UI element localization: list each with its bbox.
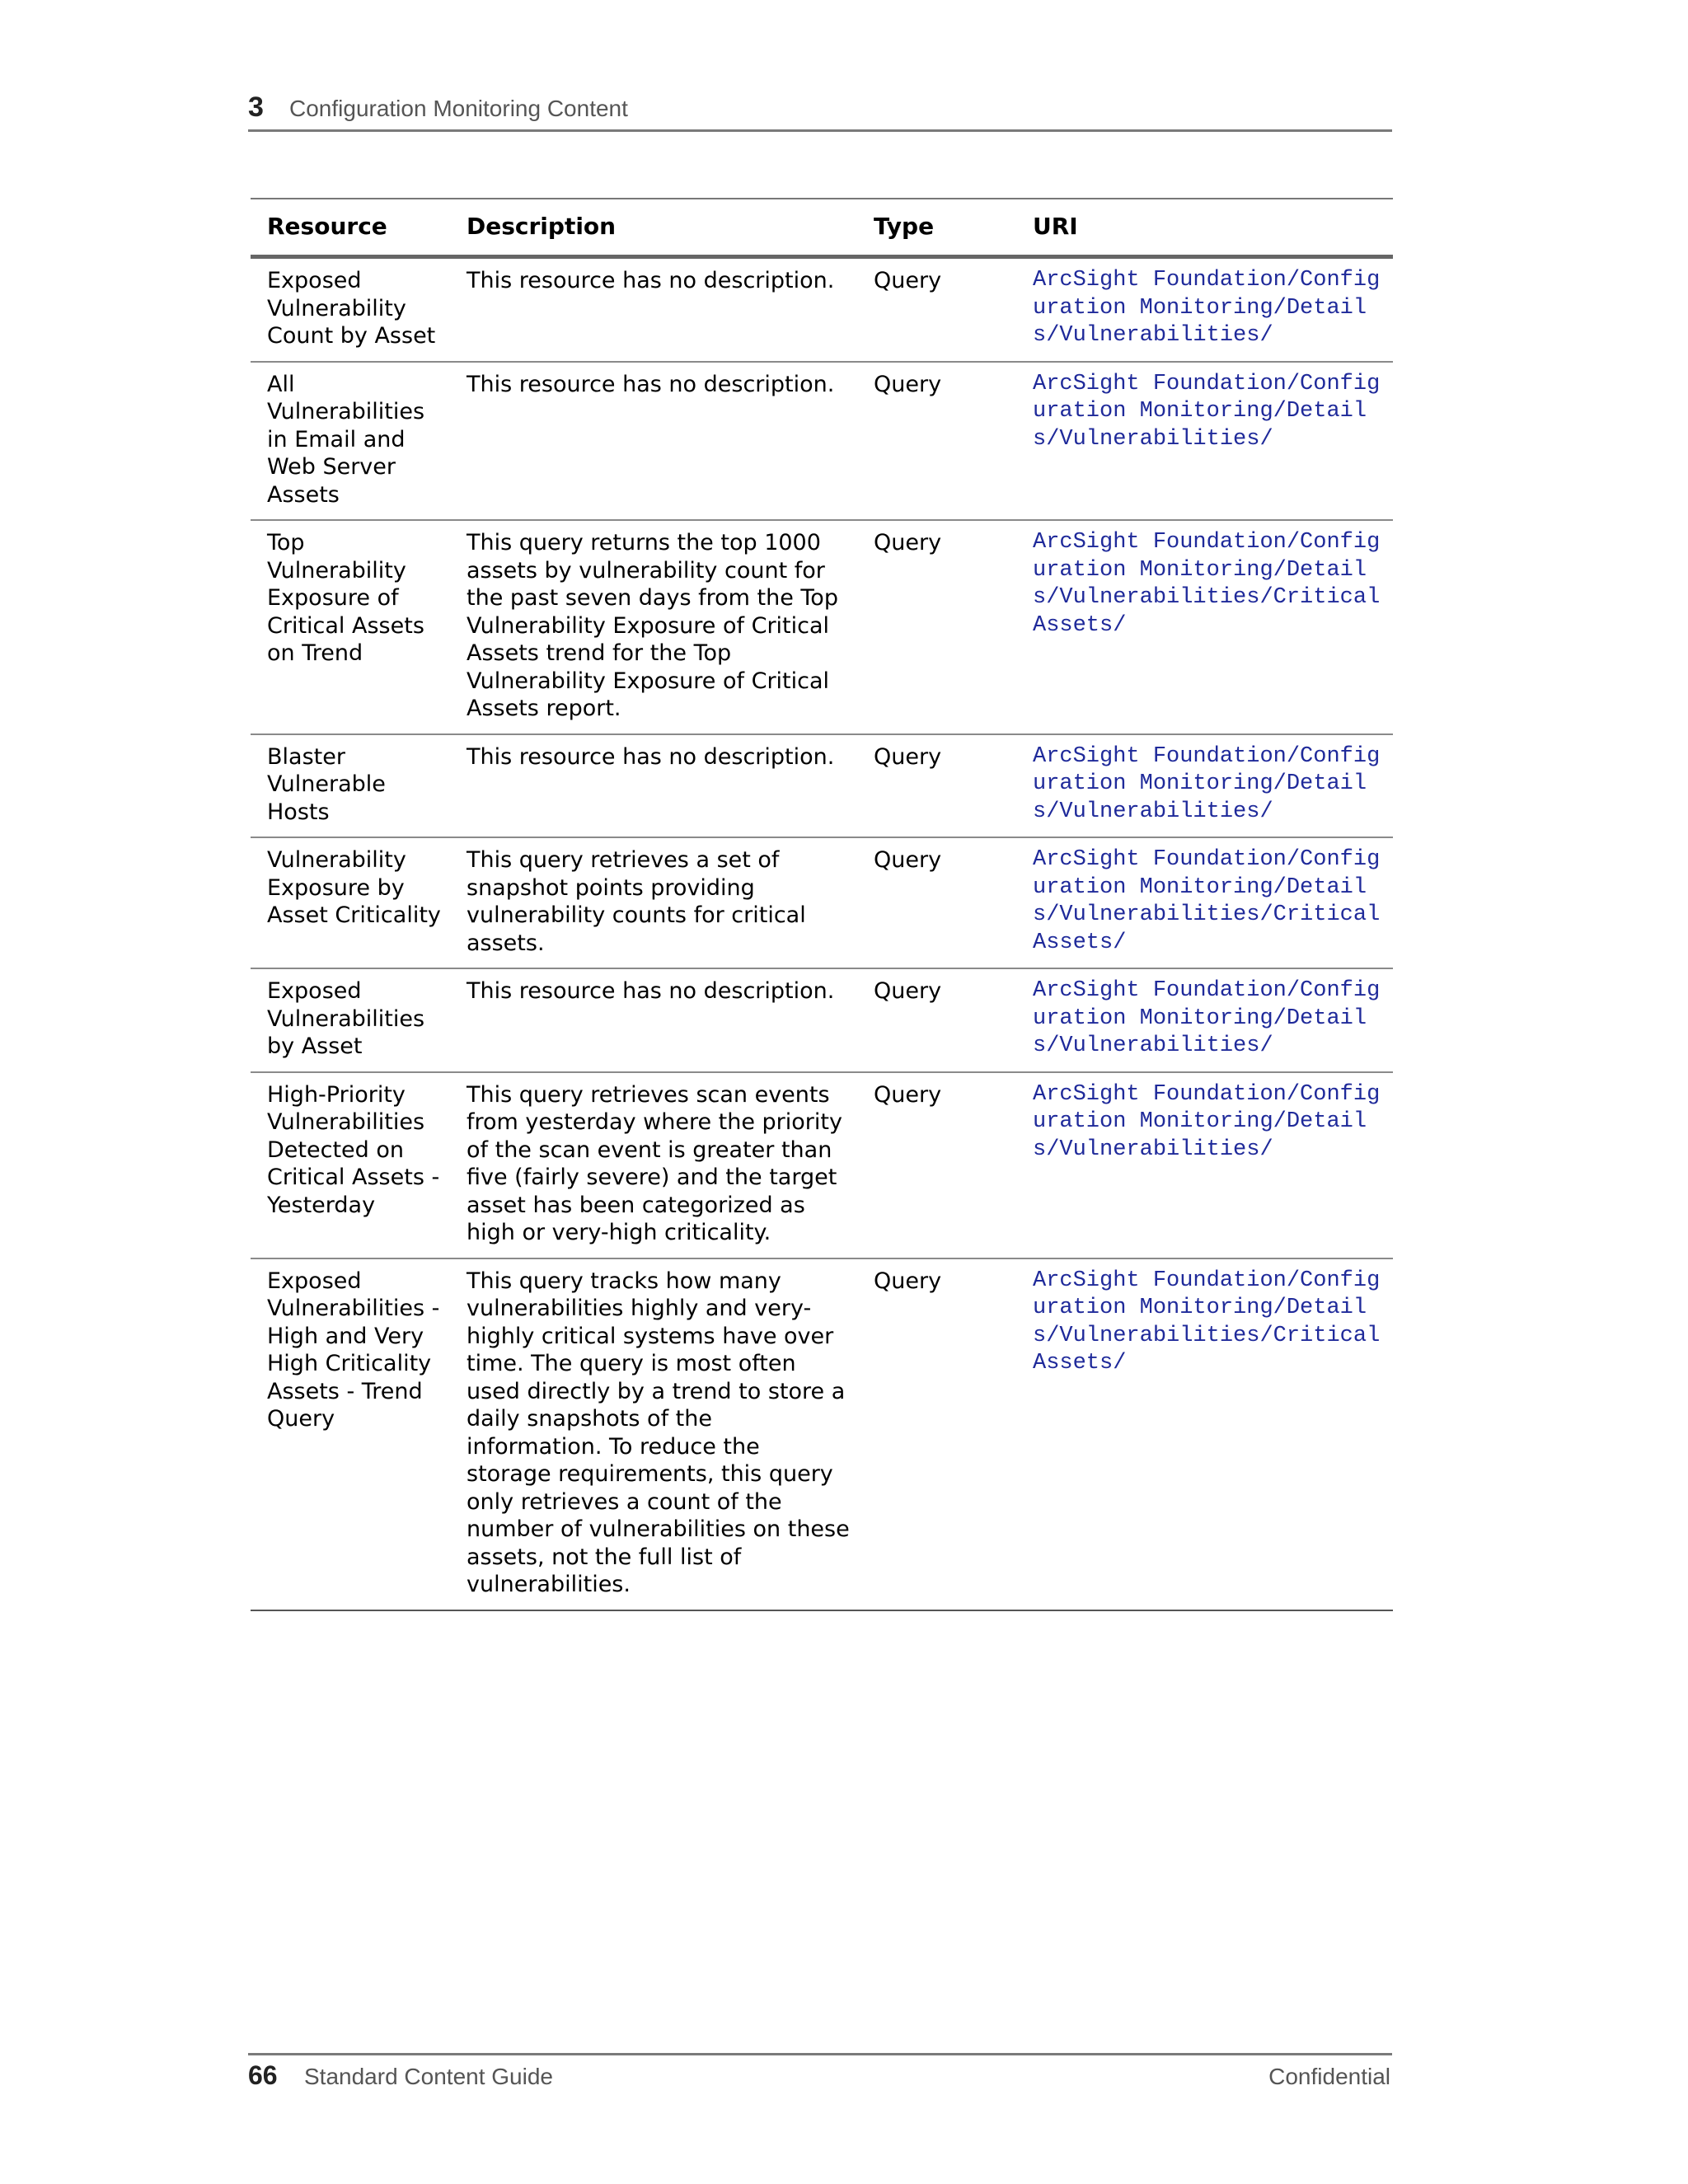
resource-type: Query bbox=[857, 1072, 1016, 1258]
table-row bbox=[251, 968, 1393, 1072]
resource-type: Query bbox=[857, 968, 1016, 1072]
resource-uri: ArcSight Foundation/Configuration Monitoring/Details/Vulnerabilities/Critical Assets/ bbox=[1016, 520, 1393, 734]
resource-type: Query bbox=[857, 257, 1016, 362]
resource-name: Exposed Vulnerabilities - High and Very High Criticality Assets - Trend Query bbox=[251, 1258, 450, 1610]
resource-description: This resource has no description. bbox=[450, 362, 857, 521]
resource-uri: ArcSight Foundation/Configuration Monitoring/Details/Vulnerabilities/ bbox=[1016, 734, 1393, 838]
column-header-description: Description bbox=[450, 199, 857, 257]
resource-uri: ArcSight Foundation/Configuration Monitoring/Details/Vulnerabilities/Critical Assets/ bbox=[1016, 1258, 1393, 1610]
resource-uri: ArcSight Foundation/Configuration Monitoring/Details/Vulnerabilities/ bbox=[1016, 362, 1393, 521]
resource-type: Query bbox=[857, 1258, 1016, 1610]
resource-uri: ArcSight Foundation/Configuration Monitoring/Details/Vulnerabilities/Critical Assets/ bbox=[1016, 837, 1393, 968]
chapter-title: Configuration Monitoring Content bbox=[289, 96, 628, 121]
resource-name: Exposed Vulnerability Count by Asset bbox=[251, 257, 450, 362]
resource-type: Query bbox=[857, 734, 1016, 838]
resource-table bbox=[251, 198, 1393, 1611]
resource-description: This resource has no description. bbox=[450, 734, 857, 838]
table-row bbox=[251, 837, 1393, 968]
page-number: 66 bbox=[248, 2060, 278, 2090]
resource-uri: ArcSight Foundation/Configuration Monitoring/Details/Vulnerabilities/ bbox=[1016, 968, 1393, 1072]
page-footer bbox=[248, 2053, 1392, 2102]
table-row bbox=[251, 734, 1393, 838]
table-row bbox=[251, 362, 1393, 521]
chapter-number: 3 bbox=[248, 91, 264, 123]
resource-description: This query retrieves a set of snapshot points providing vulnerability counts for critical assets. bbox=[450, 837, 857, 968]
resource-description: This resource has no description. bbox=[450, 968, 857, 1072]
resource-type: Query bbox=[857, 520, 1016, 734]
resource-uri: ArcSight Foundation/Configuration Monitoring/Details/Vulnerabilities/ bbox=[1016, 1072, 1393, 1258]
table-row bbox=[251, 1072, 1393, 1258]
table-row bbox=[251, 1258, 1393, 1610]
resource-name: Vulnerability Exposure by Asset Criticality bbox=[251, 837, 450, 968]
resource-type: Query bbox=[857, 362, 1016, 521]
resource-name: Exposed Vulnerabilities by Asset bbox=[251, 968, 450, 1072]
column-header-uri: URI bbox=[1016, 199, 1393, 257]
resource-name: All Vulnerabilities in Email and Web Server Assets bbox=[251, 362, 450, 521]
resource-type: Query bbox=[857, 837, 1016, 968]
resource-uri: ArcSight Foundation/Configuration Monitoring/Details/Vulnerabilities/ bbox=[1016, 257, 1393, 362]
page-header bbox=[248, 91, 1392, 132]
table-row bbox=[251, 520, 1393, 734]
table-header-row bbox=[251, 199, 1393, 257]
resource-description: This resource has no description. bbox=[450, 257, 857, 362]
column-header-type: Type bbox=[857, 199, 1016, 257]
resource-name: High-Priority Vulnerabilities Detected on Critical Assets - Yesterday bbox=[251, 1072, 450, 1258]
guide-title: Standard Content Guide bbox=[304, 2064, 553, 2089]
resource-description: This query retrieves scan events from yesterday where the priority of the scan event is greater than five (fairly severe) and the target asset has been categorized as high or very-high criticality. bbox=[450, 1072, 857, 1258]
resource-description: This query tracks how many vulnerabilities highly and very-highly critical systems have over time. The query is most often used directly by a trend to store a daily snapshots of the information. To reduce the storage requirements, this query only retrieves a count of the number of vulnerabilities on these assets, not the full list of vulnerabilities. bbox=[450, 1258, 857, 1610]
column-header-resource: Resource bbox=[251, 199, 450, 257]
resource-name: Blaster Vulnerable Hosts bbox=[251, 734, 450, 838]
resource-description: This query returns the top 1000 assets by vulnerability count for the past seven days from the Top Vulnerability Exposure of Critical Assets trend for the Top Vulnerability Exposure of Critical Assets report. bbox=[450, 520, 857, 734]
resource-name: Top Vulnerability Exposure of Critical Assets on Trend bbox=[251, 520, 450, 734]
confidential-label: Confidential bbox=[1268, 2064, 1390, 2089]
table-row bbox=[251, 257, 1393, 362]
